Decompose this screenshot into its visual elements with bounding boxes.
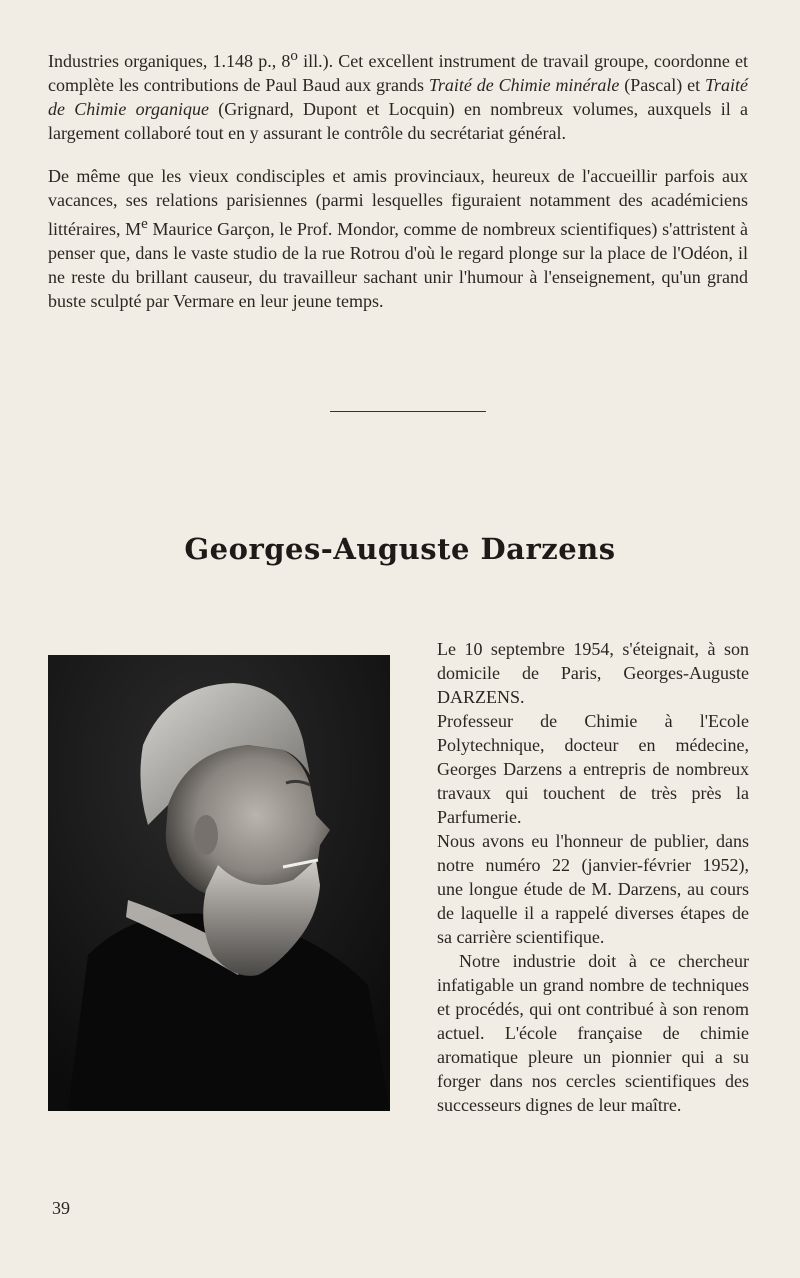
obituary-paragraph: Nous avons eu l'honneur de publier, dans notre numéro 22 (janvier-février 1952), une longue étude de M. Darzens, au cours de laquelle il a rappelé diverses étapes de sa carrière scientifique.	[437, 831, 749, 947]
obituary-paragraph: Notre industrie doit à ce chercheur infatigable un grand nombre de techniques et procédés, qui ont contribué à son renom actuel. L'école française de chimie aromatique pleure un pionnier qui a su forger dans nos cercles scientifiques des successeurs dignes de leur maître.	[437, 951, 749, 1115]
page-number: 39	[52, 1198, 70, 1218]
obituary-paragraph: Professeur de Chimie à l'Ecole Polytechnique, docteur en médecine, Georges Darzens a entrepris de nombreux travaux qui touchent de très près la Parfumerie.	[437, 711, 749, 827]
paragraph-relations: De même que les vieux condisciples et amis provinciaux, heureux de l'accueillir parfois aux vacances, ses relations parisiennes (parmi lesquelles figuraient notamment des académiciens littéraires, Me Maurice Garçon, le Prof. Mondor, comme de nombreux scientifiques) s'attristent à penser que, dans le vaste studio de la rue Rotrou d'où le regard plonge sur la place de l'Odéon, il ne reste du brillant causeur, du travailleur sachant unir l'humour à l'enseignement, qu'un grand buste sculpté par Vermare en leur jeune temps.	[48, 166, 748, 311]
article-title: Georges-Auguste Darzens	[184, 532, 616, 566]
section-divider	[330, 411, 486, 412]
portrait-photo	[48, 655, 390, 1111]
obituary-column	[437, 637, 749, 1117]
paragraph-bibliography: Industries organiques, 1.148 p., 8$^o$ ill.). Cet excellent instrument de travail groupe, coordonne et complète les contributions de Paul Baud aux grands Traité de Chimie minérale (Pascal) et Traité de Chimie organique (Grignard, Dupont et Locquin) en nombreux volumes, auxquels il a largement collaboré tout en y assurant le contrôle du secrétariat général.	[48, 48, 749, 143]
obituary-paragraph: Le 10 septembre 1954, s'éteignait, à son domicile de Paris, Georges-Auguste DARZENS.	[437, 639, 749, 707]
